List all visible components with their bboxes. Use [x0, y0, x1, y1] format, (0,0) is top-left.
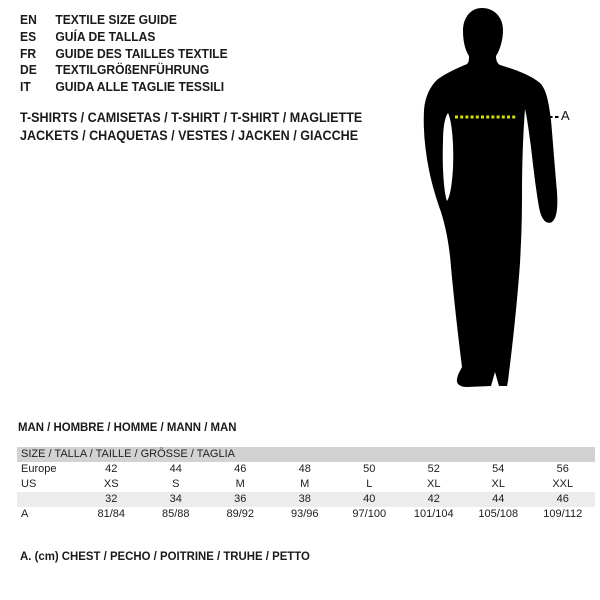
size-cell: 54	[492, 463, 505, 475]
size-table-header-row	[17, 447, 595, 462]
size-cell: 44	[169, 463, 182, 475]
size-table-row	[17, 492, 595, 507]
size-table-row	[17, 477, 595, 492]
size-table-header-label: SIZE / TALLA / TAILLE / GRÖSSE / TAGLIA	[21, 448, 235, 460]
measurement-label-a: A	[561, 108, 570, 123]
row-label: A	[21, 508, 29, 520]
size-cell: XL	[427, 478, 441, 490]
size-cell: 85/88	[161, 508, 190, 520]
man-silhouette-figure	[410, 5, 600, 395]
language-label: GUIDE DES TAILLES TEXTILE	[55, 45, 228, 61]
language-row	[20, 46, 228, 63]
size-cell: 56	[556, 463, 569, 475]
language-row	[20, 79, 228, 96]
size-cell: 109/112	[543, 508, 583, 520]
size-cell: 34	[169, 493, 182, 505]
size-cell: 32	[105, 493, 118, 505]
language-label: TEXTILGRÖßENFÜHRUNG	[55, 62, 210, 78]
size-cell: 50	[363, 463, 376, 475]
man-silhouette-shape	[424, 8, 558, 387]
size-cell: 38	[298, 493, 311, 505]
language-code: ES	[20, 28, 37, 44]
size-cell: 46	[234, 463, 247, 475]
size-cell: 46	[556, 493, 569, 505]
size-cell: 36	[234, 493, 247, 505]
size-cell: S	[172, 478, 180, 490]
language-code: EN	[20, 12, 37, 27]
row-label: Europe	[21, 463, 57, 475]
size-cell: XL	[491, 478, 505, 490]
size-cell: M	[235, 478, 245, 490]
size-cell: 42	[427, 493, 440, 505]
footnote-chest: A. (cm) CHEST / PECHO / POITRINE / TRUHE / PETTO	[20, 549, 310, 563]
language-row	[20, 62, 228, 79]
language-row	[20, 12, 228, 29]
row-label: US	[21, 478, 37, 490]
section-title-man: MAN / HOMBRE / HOMME / MANN / MAN	[18, 420, 237, 434]
size-cell: XXL	[552, 478, 574, 490]
language-code: DE	[20, 62, 37, 78]
size-table-row	[17, 462, 595, 477]
size-cell: 40	[363, 493, 376, 505]
size-cell: 52	[427, 463, 440, 475]
size-cell: L	[366, 478, 373, 490]
size-table-row	[17, 507, 595, 522]
size-cell: 89/92	[226, 508, 255, 520]
size-table	[17, 447, 595, 522]
size-cell: XS	[103, 478, 119, 490]
category-headings	[20, 109, 362, 145]
language-row	[20, 29, 228, 46]
language-code: FR	[20, 45, 37, 61]
row-label	[17, 492, 79, 507]
size-cell: 105/108	[478, 508, 519, 520]
size-cell: 101/104	[413, 508, 454, 520]
language-label: GUÍA DE TALLAS	[55, 28, 156, 44]
size-cell: M	[300, 478, 310, 490]
size-cell: 48	[298, 463, 311, 475]
size-cell: 81/84	[97, 508, 126, 520]
category-jackets: JACKETS / CHAQUETAS / VESTES / JACKEN / GIACCHE	[20, 128, 359, 143]
size-cell: 42	[105, 463, 118, 475]
size-cell: 97/100	[352, 508, 387, 520]
language-label: TEXTILE SIZE GUIDE	[55, 12, 177, 27]
size-table-container	[17, 447, 595, 522]
size-cell: 44	[492, 493, 505, 505]
size-cell: 93/96	[290, 508, 319, 520]
language-list	[20, 12, 228, 96]
language-label: GUIDA ALLE TAGLIE TESSILI	[55, 79, 225, 95]
category-tshirts: T-SHIRTS / CAMISETAS / T-SHIRT / T-SHIRT / MAGLIETTE	[20, 110, 363, 125]
language-code: IT	[20, 79, 31, 95]
